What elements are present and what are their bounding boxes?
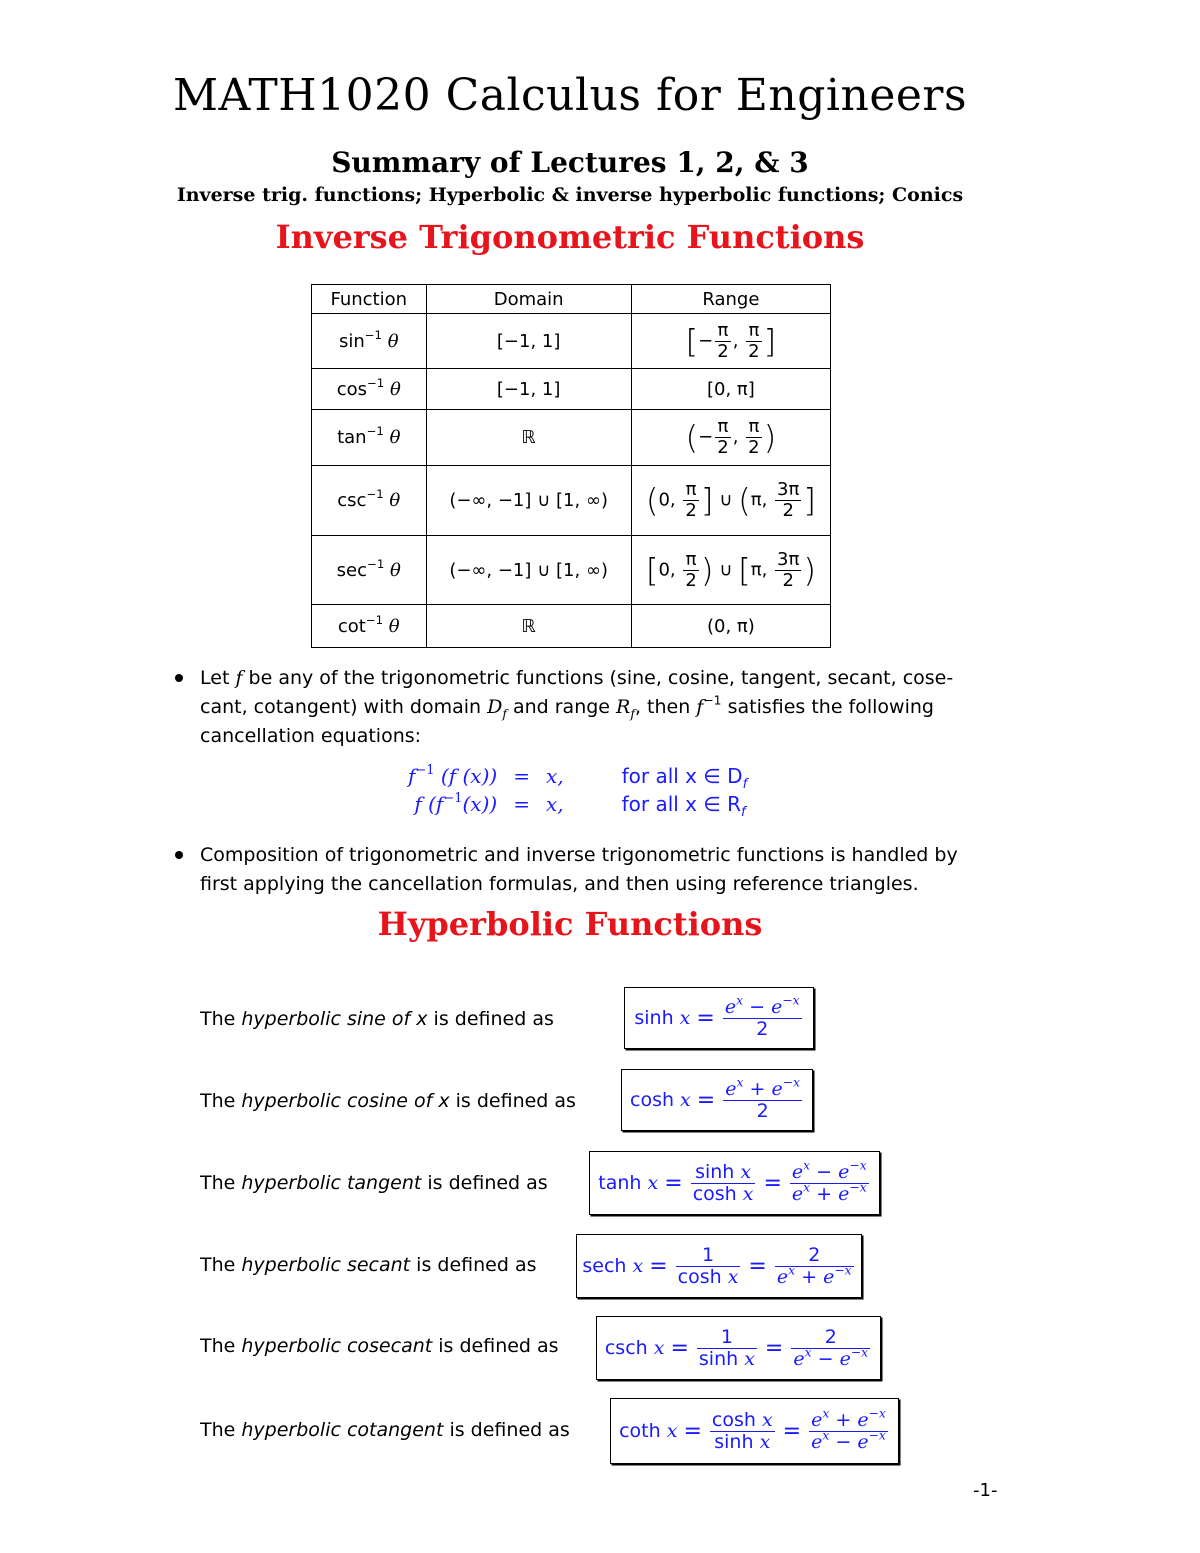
formula-box-csch: csch x = $\frac{1}{\text{sinh x}}$ = $\frac{2}{e^x - e^{-x}}$ [596, 1316, 881, 1380]
bullet-text: and range [506, 696, 617, 718]
bullet-cancellation: Let f be any of the trigonometric functions (sine, cosine, tangent, secant, cose- cant, cotangent) with domain $D_f$ and range $R_f$, then $f^{-1}$ satisfies the following cancellation equations: [175, 664, 1005, 751]
table-header-row [312, 285, 831, 314]
cell-domain: ℝ [426, 410, 631, 466]
equation-condition: for all x ∈ D [621, 764, 743, 788]
cell-domain: [−1, 1] [426, 369, 631, 410]
cell-range: [− $\frac{\pi}{2}$ , $\frac{\pi}{2}$ ] [631, 314, 830, 369]
bullet-text: , then [634, 696, 697, 718]
table-row [312, 369, 831, 410]
equation-condition: for all x ∈ R [621, 792, 742, 816]
cell-domain: [−1, 1] [426, 314, 631, 369]
cell-function: $\cos^{-1} \theta$ [312, 369, 427, 410]
cell-range: [0, $\frac{\pi}{2}$ ) ∪ [π, $\frac{3\pi}{2}$ ) [631, 536, 830, 605]
cell-range: (0, $\frac{\pi}{2}$ ] ∪ (π, $\frac{3\pi}{2}$ ] [631, 466, 830, 536]
formula-box-sinh: sinh x = $\frac{e^x - e^{-x}}{2}$ [624, 987, 814, 1049]
cancellation-equations [400, 762, 755, 818]
definition-label-csch: The hyperbolic cosecant is defined as [200, 1335, 559, 1357]
formula-box-sech: sech x = $\frac{1}{\text{cosh x}}$ = $\frac{2}{e^x + e^{-x}}$ [576, 1234, 862, 1298]
definition-label-tanh: The hyperbolic tangent is defined as [200, 1172, 548, 1194]
equation-row: $f^{-1}$ (f (x)) = x, for all x ∈ $D_f$ [408, 762, 748, 792]
cell-function: $\sin^{-1} \theta$ [312, 314, 427, 369]
cell-domain: ℝ [426, 605, 631, 648]
table-row [312, 314, 831, 369]
table-row [312, 410, 831, 466]
bullet-text: cant, cotangent) with domain [200, 696, 488, 718]
page-number: -1- [973, 1480, 998, 1501]
bullet-composition [175, 841, 1005, 899]
formula-box-coth: coth x = $\frac{\text{cosh x}}{\text{sinh x}}$ = $\frac{e^x + e^{-x}}{e^x - e^{-x}}$ [610, 1398, 899, 1464]
bullet-text: Composition of trigonometric and inverse trigonometric functions is handled by [200, 844, 958, 866]
table-row [312, 536, 831, 605]
bullet-text: Let [200, 667, 236, 689]
section-heading-hyperbolic: Hyperbolic Functions [377, 905, 763, 943]
definition-label-coth: The hyperbolic cotangent is defined as [200, 1419, 570, 1441]
cell-domain: (−∞, −1] ∪ [1, ∞) [426, 536, 631, 605]
cell-function: $\csc^{-1} \theta$ [312, 466, 427, 536]
header-range: Range [631, 285, 830, 314]
bullet-text: satisfies the following [721, 696, 934, 718]
header-domain: Domain [426, 285, 631, 314]
header-function: Function [312, 285, 427, 314]
bullet-text: be any of the trigonometric functions (sine, cosine, tangent, secant, cose- [242, 667, 954, 689]
definition-label-sech: The hyperbolic secant is defined as [200, 1254, 537, 1276]
page-subtitle: Summary of Lectures 1, 2, & 3 [331, 146, 809, 179]
cell-domain: (−∞, −1] ∪ [1, ∞) [426, 466, 631, 536]
bullet-dot [175, 851, 183, 859]
page-title: MATH1020 Calculus for Engineers [172, 70, 968, 121]
definition-label-cosh: The hyperbolic cosine of x is defined as [200, 1090, 576, 1112]
topics-line: Inverse trig. functions; Hyperbolic & inverse hyperbolic functions; Conics [176, 184, 964, 206]
cell-range: (0, π) [631, 605, 830, 648]
inverse-trig-table [311, 284, 831, 648]
formula-box-tanh: tanh x = $\frac{\text{sinh x}}{\text{cosh x}}$ = $\frac{e^x - e^{-x}}{e^x + e^{-x}}$ [589, 1151, 880, 1215]
bullet-text: first applying the cancellation formulas, and then using reference triangles. [200, 873, 919, 895]
formula-box-cosh: cosh x = $\frac{e^x + e^{-x}}{2}$ [621, 1069, 813, 1131]
section-heading-inverse-trig: Inverse Trigonometric Functions [275, 218, 865, 256]
cell-range: (− $\frac{\pi}{2}$ , $\frac{\pi}{2}$ ) [631, 410, 830, 466]
table-row [312, 605, 831, 648]
table-row [312, 466, 831, 536]
cell-function: $\cot^{-1} \theta$ [312, 605, 427, 648]
equation-row: f $(f^{-1}(x))$ = x, for all x ∈ $R_f$ [414, 790, 746, 820]
cell-function: $\tan^{-1} \theta$ [312, 410, 427, 466]
cell-range: [0, π] [631, 369, 830, 410]
cell-function: $\sec^{-1} \theta$ [312, 536, 427, 605]
definition-label-sinh: The hyperbolic sine of x is defined as [200, 1008, 554, 1030]
bullet-text: cancellation equations: [200, 725, 422, 747]
bullet-dot [175, 674, 183, 682]
